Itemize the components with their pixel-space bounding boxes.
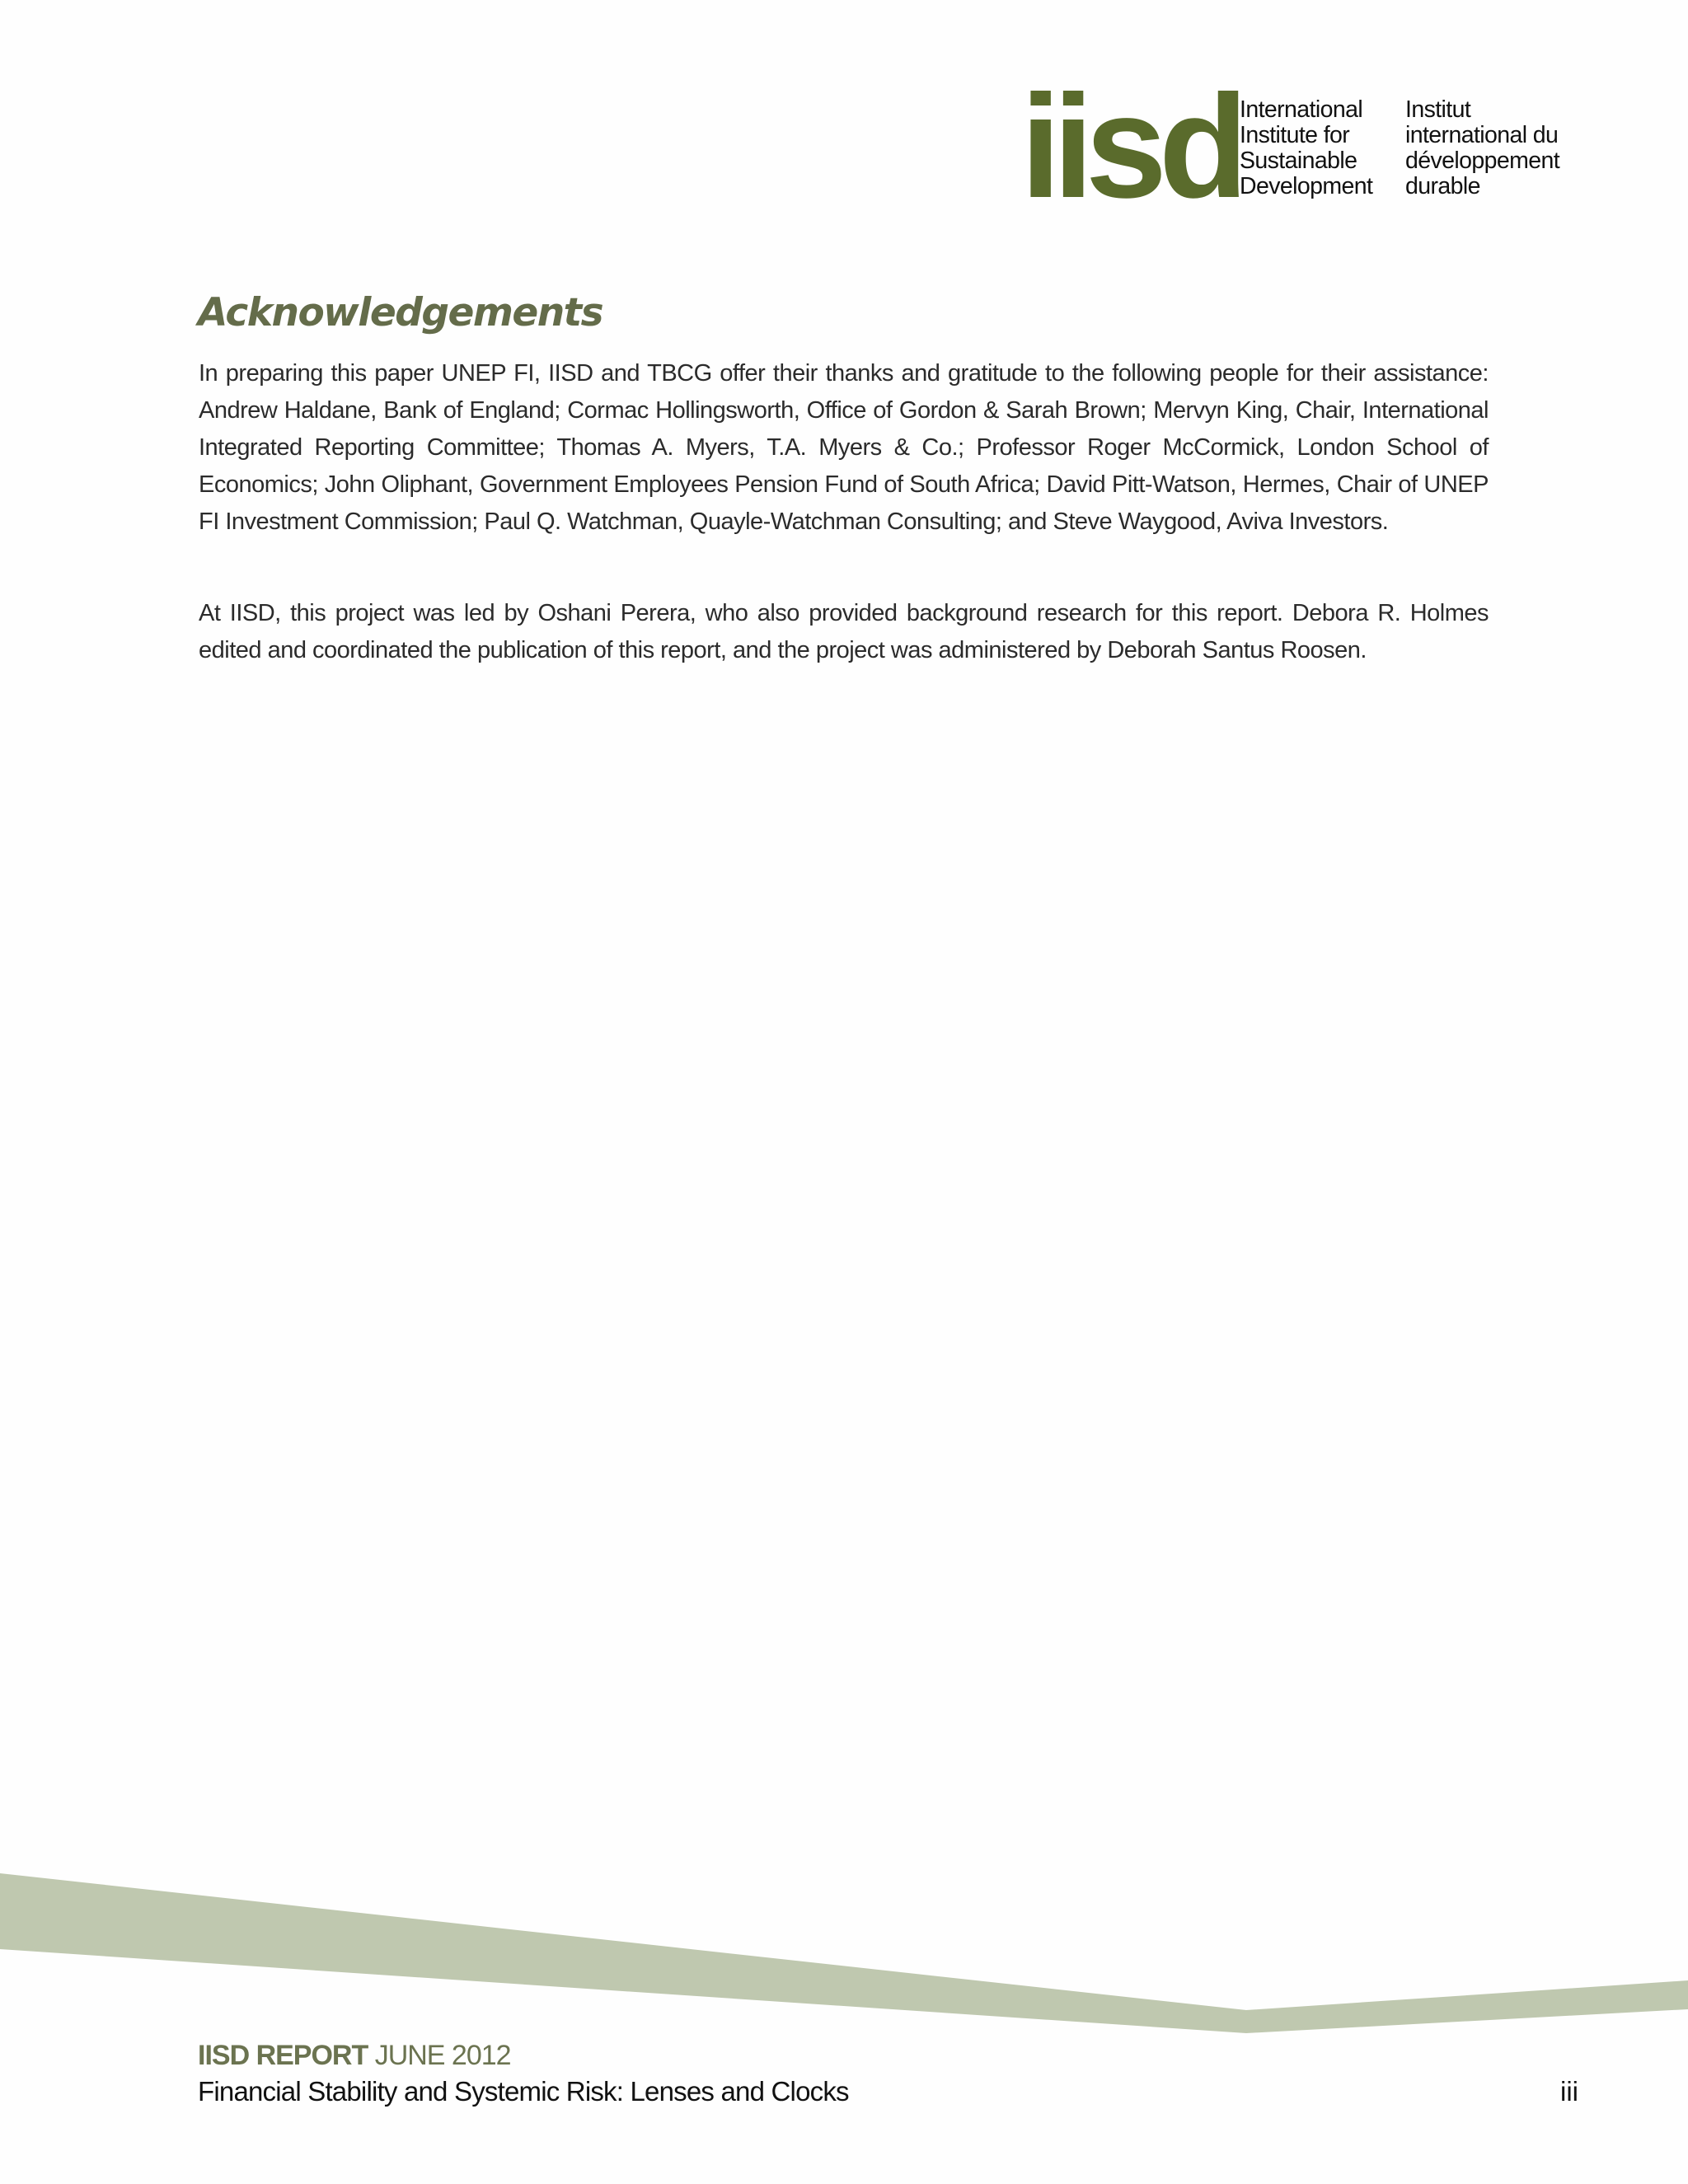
footer-document-title: Financial Stability and Systemic Risk: Lenses and Clocks bbox=[198, 2076, 849, 2107]
footer-report-line bbox=[198, 2039, 511, 2072]
logo-fr-line: durable bbox=[1405, 173, 1480, 199]
acknowledgements-paragraph-2: At IISD, this project was led by Oshani Perera, who also provided background research for this report. Debora R. Holmes edited and coordinated the publication of this report, and the project was administered by Deborah Santus Roosen. bbox=[199, 600, 1489, 663]
logo-en-line: Development bbox=[1240, 173, 1373, 199]
logo-en-line: Sustainable bbox=[1240, 148, 1357, 174]
logo-fr-line: Institut bbox=[1405, 96, 1471, 123]
page-heading: Acknowledgements bbox=[198, 290, 603, 335]
decorative-band bbox=[0, 1863, 1688, 2044]
page-number: iii bbox=[1560, 2076, 1578, 2107]
logo-fr-line: international du bbox=[1405, 122, 1559, 148]
logo-en-line: International bbox=[1240, 96, 1363, 123]
footer-report-label: IISD REPORT bbox=[198, 2040, 368, 2071]
logo-en-line: Institute for bbox=[1240, 122, 1350, 148]
logo-english-name bbox=[1240, 97, 1372, 199]
logo-mark: iisd bbox=[1020, 64, 1240, 228]
logo-fr-line: développement bbox=[1405, 148, 1560, 174]
acknowledgements-paragraph-1: In preparing this paper UNEP FI, IISD and TBCG offer their thanks and gratitude to the following people for their assistance: Andrew Haldane, Bank of England; Cormac Hollingsworth, Office of Gordon & Sarah Brown; Mervyn King, Chair, International Integrated Reporting Committee; Thomas A. Myers, T.A. Myers & Co.; Professor Roger McCormick, London School of Economics; John Oliphant, Government Employees Pension Fund of South Africa; David Pitt-Watson, Hermes, Chair of UNEP FI Investment Commission; Paul Q. Watchman, Quayle-Watchman Consulting; and Steve Waygood, Aviva Investors. bbox=[199, 360, 1489, 535]
footer-report-date: JUNE 2012 bbox=[374, 2040, 511, 2071]
logo-french-name bbox=[1405, 97, 1559, 199]
band-shape bbox=[0, 1873, 1688, 2033]
